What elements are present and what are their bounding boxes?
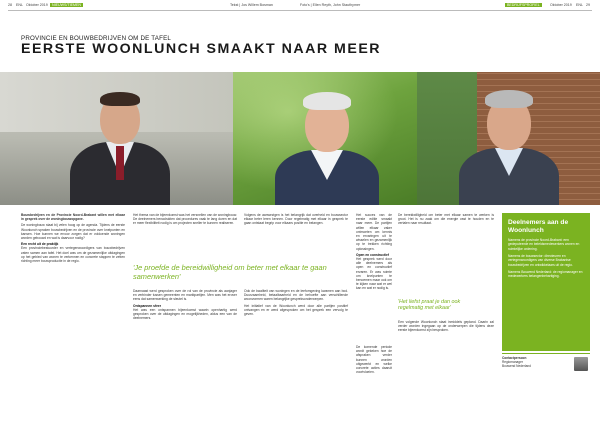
sidebar-text: Namens de bouwsector: directeuren en vertegenwoordigers van diverse Brabantse bouwbedrijven en ontwikkelaars uit de regio. (508, 254, 573, 267)
pull-quote-2: 'Het liefst praat je dan ook regelmatig met elkaar' (398, 299, 461, 312)
credit-photos: Foto's | Ellen Reyth, John Stauthymer (300, 3, 361, 7)
portrait-photo-right (417, 72, 600, 205)
participants-sidebar (502, 213, 590, 351)
paragraph: De komende periode wordt gekeken hoe de afspraken verder kunnen worden uitgewerkt en welke concrete acties daaruit voortvloeien. (356, 345, 392, 375)
article-column-1 (21, 213, 125, 265)
contact-label: Contactpersoon (502, 356, 527, 360)
article-column-3 (244, 213, 348, 228)
paragraph: Het gesprek werd door alle deelnemers als open en constructief ervaren. Er was ruimte om knelpunten te benoemen maar ook om te kijken naar wat er wel kan en wat er nodig is. (356, 257, 392, 291)
header-rule (8, 10, 592, 11)
article-lead: Bouwbedrijven en de Provincie Noord-Brabant willen met elkaar in gesprek over de woningbouwopgave. (21, 213, 125, 222)
article-column-5-lower (398, 320, 494, 335)
article-kicker: PROVINCIE EN BOUWBEDRIJVEN OM DE TAFEL (21, 35, 172, 42)
paragraph: De woningbouw staat bij velen hoog op de agenda. Tijdens de eerste Woonlunch spraken bouwbedrijven en de provincie over knelpunten en kansen. Hoe kunnen we ervoor zorgen dat er voldoende woningen worden gebouwd en wat is daarvoor nodig? (21, 223, 125, 241)
subheading: Open en constructief (356, 252, 389, 257)
article-column-5 (398, 213, 494, 228)
paragraph: De bereidwilligheid om beter met elkaar samen te werken is groot. Het is nu zaak om die energie vast te houden en te vertalen naar resultaat. (398, 213, 494, 226)
person-hair (485, 90, 533, 108)
paragraph: Het succes van de eerste editie smaakt naar meer. De partijen willen elkaar vaker ontmoeten om kennis en ervaringen uit te wisselen en gezamenlijk op te trekken richting oplossingen. (356, 213, 392, 251)
contact-name: Regiomanager (502, 360, 523, 364)
article-column-2 (133, 213, 237, 228)
right-page-number: 29 (586, 3, 590, 7)
contact-role: Bouwend Nederland (502, 364, 531, 368)
right-section-tag: BEDRIJFSPROFIEL (507, 3, 540, 7)
sidebar-text: Namens Bouwend Nederland: de regiomanager en medewerkers belangenbehartiging. (508, 269, 583, 279)
article-column-2-lower (133, 289, 237, 322)
portrait-photo-left (0, 72, 233, 205)
sidebar-text: Namens de provincie Noord-Brabant: een gedeputeerde en beleidsmedewerkers wonen en ruimtelijke ordening. (508, 238, 580, 251)
paragraph: Ook de kwaliteit van woningen en de leefomgeving kwamen aan bod. Duurzaamheid, betaalbaarheid en de behoefte aan verschillende woonvormen waren belangrijke gespreksonderwerpen. (244, 289, 348, 302)
paragraph: Een volgende Woonlunch staat inmiddels gepland. Daarin zal verder worden ingegaan op de onderwerpen die tijdens deze eerste bijeenkomst zijn besproken. (398, 320, 494, 333)
article-headline: EERSTE WOONLUNCH SMAAKT NAAR MEER (21, 41, 382, 57)
person-hair (100, 92, 140, 106)
article-column-3-lower (244, 289, 348, 318)
left-section-tag: NIEUWS/TIEMEN (52, 3, 81, 7)
page-header (0, 0, 600, 14)
paragraph: Het initiatief van de Woonlunch werd door alle partijen positief ontvangen en er werd afgesproken om het gesprek een vervolg te geven. (244, 303, 348, 317)
sidebar-title: Deelnemers aan de Woonlunch (508, 219, 569, 234)
right-date: Oktober 2019 (550, 3, 572, 7)
contact-box (502, 353, 590, 373)
paragraph: Het was een ontspannen bijeenkomst waarin openhartig werd gesproken over de uitdagingen en mogelijkheden, aldus een van de deelnemers. (133, 307, 237, 321)
paragraph: Daarnaast werd gesproken over de rol van de provincie als aanjager en verbinder tussen gemeenten en marktpartijen. Men was het erover eens dat samenwerking de sleutel is. (133, 289, 237, 302)
credit-text: Tekst | Jos Willem Bosman (230, 3, 273, 7)
subheading: Een recht uit de praktijk (21, 242, 59, 247)
left-issue: ENL (16, 3, 23, 7)
paragraph: Het thema van de bijeenkomst was het versnellen van de woningbouw. De deelnemers benadrukten dat procedures vaak te lang duren en dat er meer flexibiliteit nodig is om projecten sneller te kunnen realiseren. (133, 213, 237, 226)
article-column-4-lower (356, 345, 392, 376)
portrait-photo-center (233, 72, 417, 205)
subheading: Ontspannen sfeer (133, 303, 162, 308)
person-tie (116, 146, 124, 180)
paragraph: Volgens de aanwezigen is het belangrijk dat overheid en bouwsector elkaar beter leren kennen. Door regelmatig met elkaar in gesprek te gaan ontstaat begrip voor elkaars positie en belangen. (244, 213, 348, 226)
left-page-number: 28 (8, 3, 12, 7)
right-issue: ENL (576, 3, 583, 7)
left-date: Oktober 2019 (26, 3, 48, 7)
article-column-4 (356, 213, 392, 293)
pull-quote-1: 'Je proefde de bereidwilligheid om beter met elkaar te gaan samenwerken' (133, 263, 327, 281)
person-hair (303, 92, 351, 110)
contact-photo (574, 357, 588, 371)
paragraph: Een provinciebestuurder en vertegenwoordigers van bouwbedrijven zaten samen aan tafel. Het doel was om de gezamenlijke uitdagingen op het gebied van wonen te verkennen en concrete stappen te zetten richting meer bouwproductie in de regio. (21, 246, 125, 264)
